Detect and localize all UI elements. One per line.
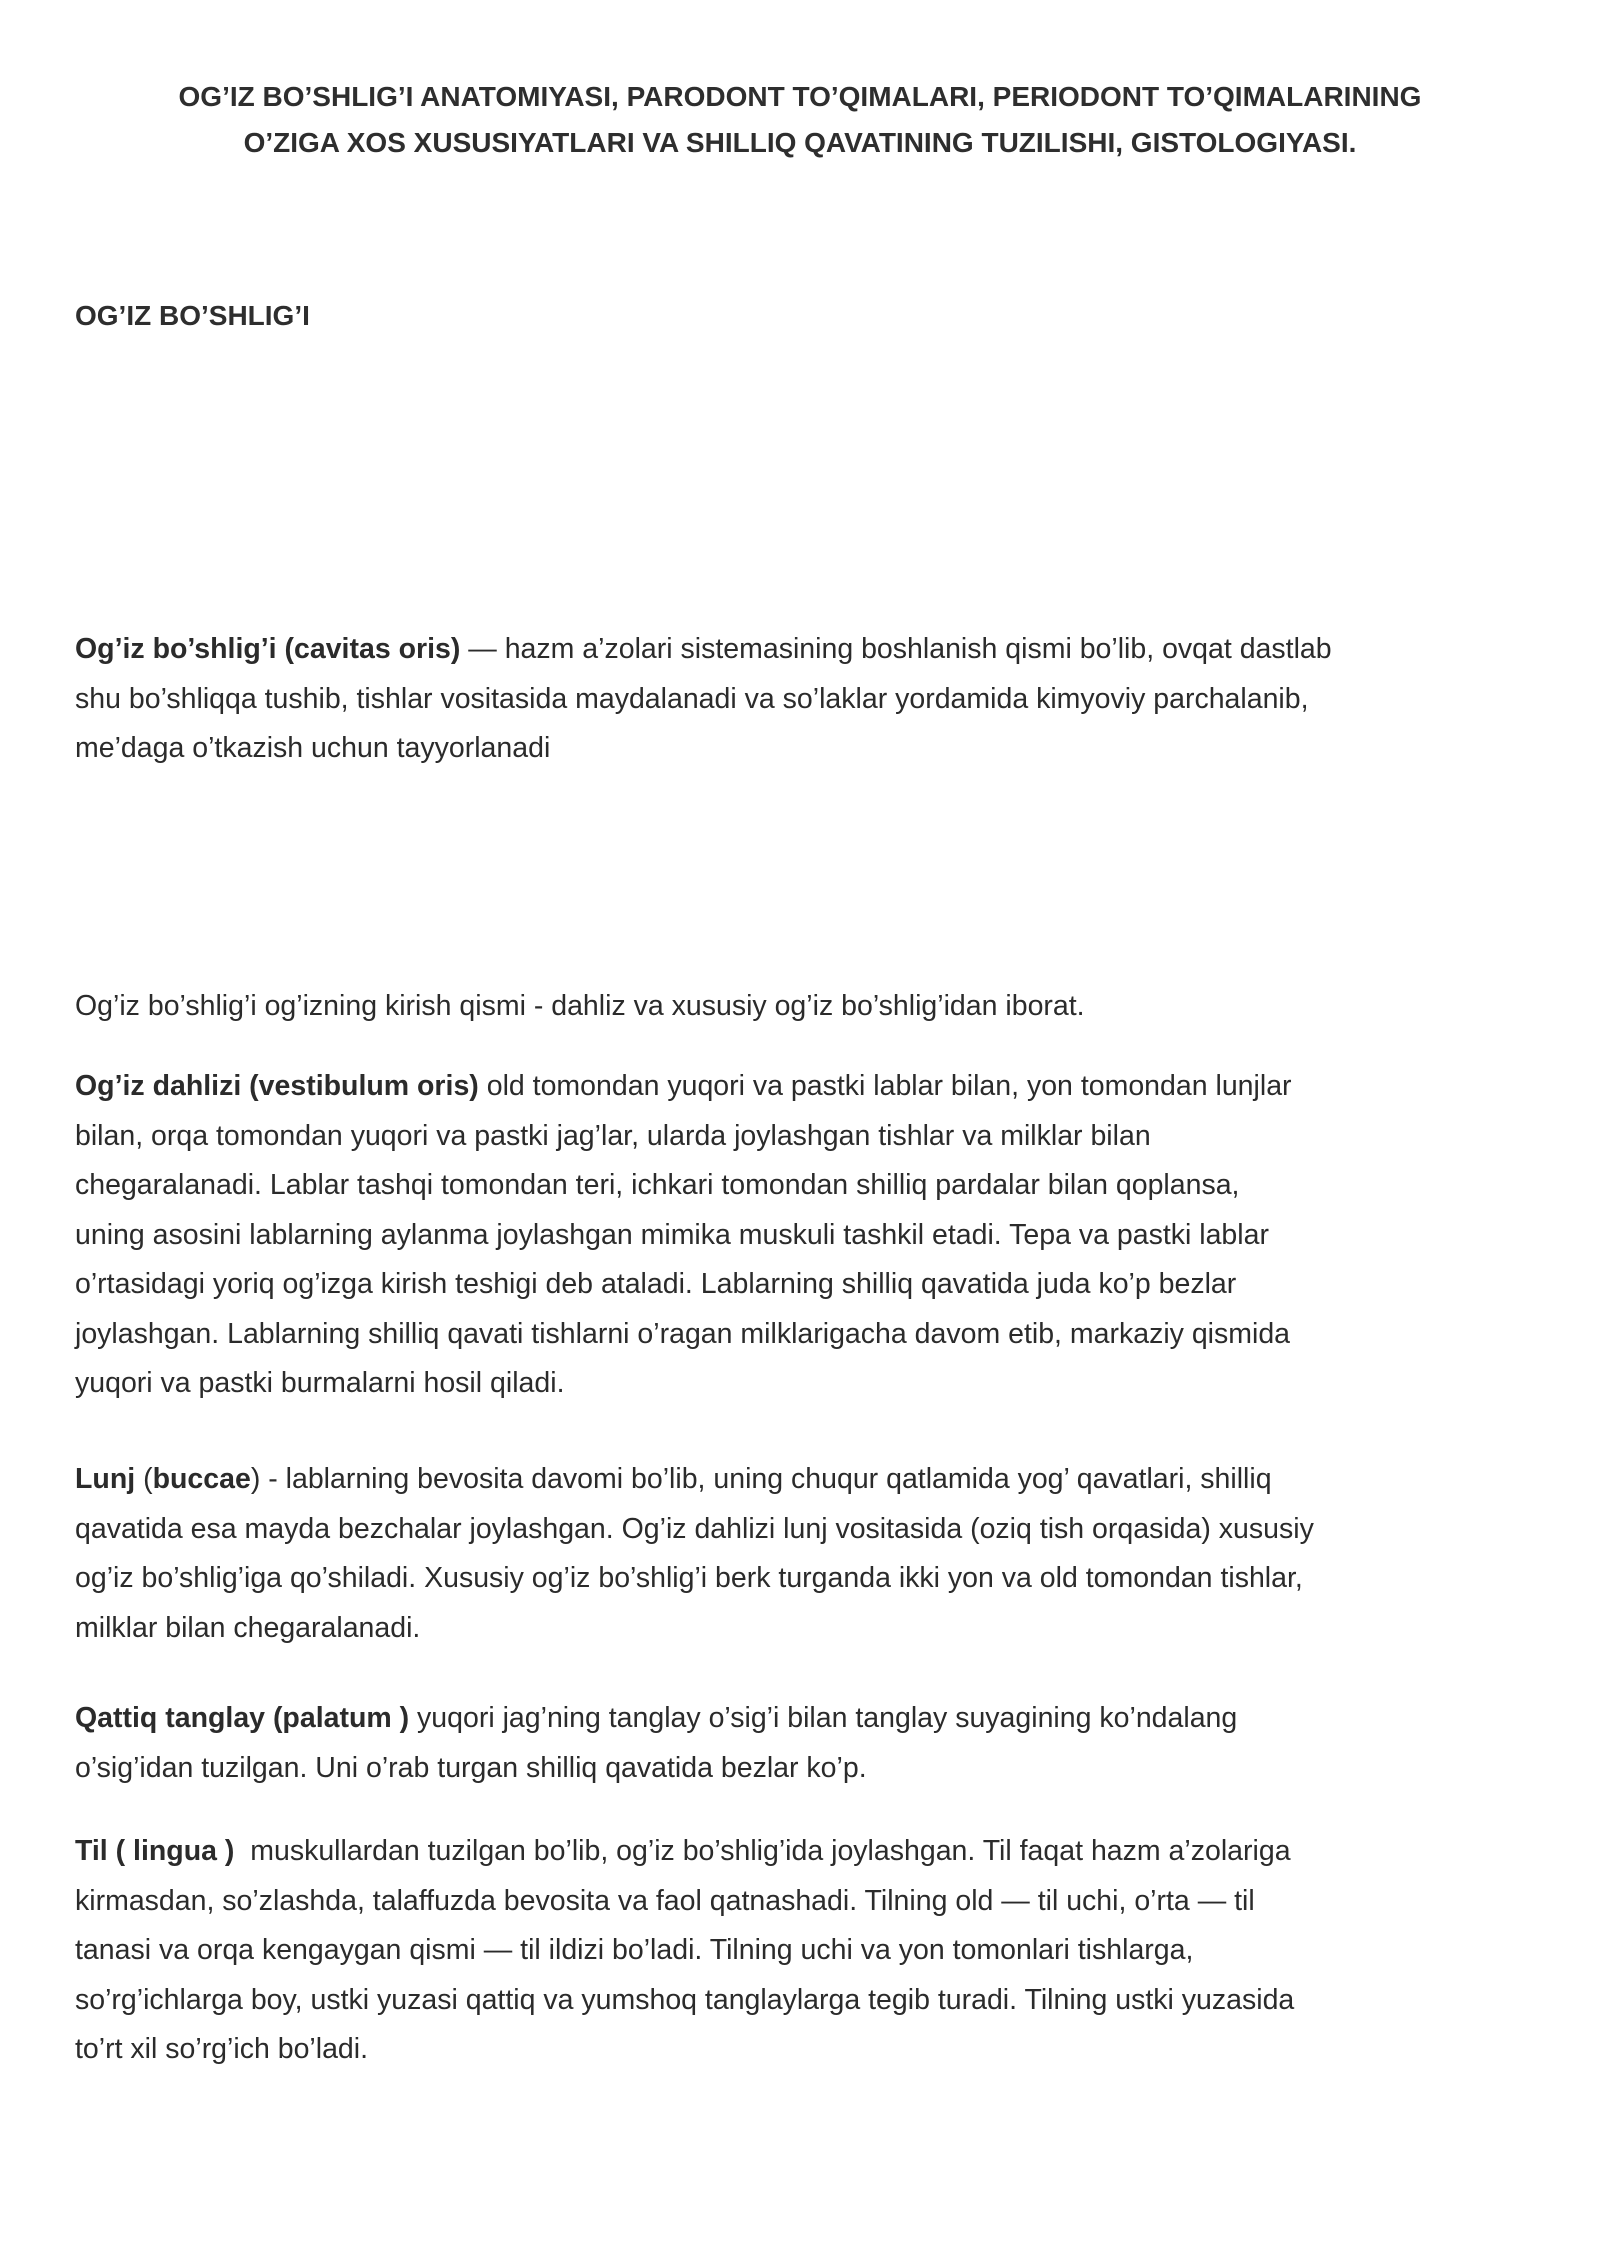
title-line-1: OG’IZ BO’SHLIG’I ANATOMIYASI, PARODONT TO’QIMALARI, PERIODONT TO’QIMALARINING <box>178 81 1422 112</box>
term-palatum: Qattiq tanglay (palatum ) <box>75 1702 410 1734</box>
term-lingua: Til ( lingua ) <box>75 1835 235 1867</box>
paragraph-line: to’rt xil so’rg’ich bo’ladi. <box>75 2033 369 2065</box>
paragraph-line: Og’iz bo’shlig’i og’izning kirish qismi - dahliz va xususiy og’iz bo’shlig’idan iborat. <box>75 990 1085 1022</box>
text-segment: ( <box>135 1463 153 1495</box>
paragraph-line: o’sig’idan tuzilgan. Uni o’rab turgan shilliq qavatida bezlar ko’p. <box>75 1751 867 1784</box>
text-segment: yuqori jag’ning tanglay o’sig’i bilan tanglay suyagining ko’ndalang <box>409 1702 1238 1734</box>
paragraph-vestibulum-oris <box>75 1062 1535 1409</box>
term-lunj: Lunj <box>75 1463 136 1495</box>
paragraph-line: kirmasdan, so’zlashda, talaffuzda bevosita va faol qatnashadi. Tilning old — til uchi, o’rta — til <box>75 1884 1255 1917</box>
paragraph-palatum <box>75 1694 1535 1793</box>
paragraph-line: og’iz bo’shlig’iga qo’shiladi. Xususiy og’iz bo’shlig’i berk turganda ikki yon va old tomondan tishlar, <box>75 1562 1303 1594</box>
paragraph-line: qavatida esa mayda bezchalar joylashgan. Og’iz dahlizi lunj vositasida (oziq tish orqasida) xususiy <box>75 1512 1314 1545</box>
term-vestibulum-oris: Og’iz dahlizi (vestibulum oris) <box>75 1070 479 1102</box>
paragraph-line: yuqori va pastki burmalarni hosil qiladi. <box>75 1367 565 1399</box>
text-segment: — hazm a’zolari sistemasining boshlanish qismi bo’lib, ovqat dastlab <box>460 633 1332 665</box>
paragraph-line <box>75 625 1535 675</box>
paragraph-line: chegaralanadi. Lablar tashqi tomondan teri, ichkari tomondan shilliq pardalar bilan qoplansa, <box>75 1169 1240 1201</box>
paragraph-line: me’daga o’tkazish uchun tayyorlanadi <box>75 732 551 764</box>
term-cavitas-oris: Og’iz bo’shlig’i (cavitas oris) <box>75 633 461 665</box>
text-segment: muskullardan tuzilgan bo’lib, og’iz bo’shlig’ida joylashgan. Til faqat hazm a’zolariga <box>234 1835 1291 1867</box>
term-buccae: buccae <box>152 1463 251 1495</box>
paragraph-line <box>75 1455 1535 1505</box>
paragraph-oral-parts <box>75 982 1535 1032</box>
paragraph-line: joylashgan. Lablarning shilliq qavati tishlarni o’ragan milklarigacha davom etib, markaziy qismida <box>75 1317 1291 1350</box>
title-line-2: O’ZIGA XOS XUSUSIYATLARI VA SHILLIQ QAVATINING TUZILISHI, GISTOLOGIYASI. <box>243 127 1357 158</box>
paragraph-line <box>75 1062 1535 1112</box>
document-title <box>90 74 1510 166</box>
paragraph-line: shu bo’shliqqa tushib, tishlar vositasida maydalanadi va so’laklar yordamida kimyoviy parchalanib, <box>75 682 1309 715</box>
paragraph-line <box>75 1694 1535 1744</box>
paragraph-line <box>75 1827 1535 1877</box>
paragraph-cavitas-oris <box>75 625 1535 774</box>
paragraph-line: uning asosini lablarning aylanma joylashgan mimika muskuli tashkil etadi. Tepa va pastki lablar <box>75 1218 1269 1251</box>
paragraph-line: milklar bilan chegaralanadi. <box>75 1611 421 1644</box>
text-segment: ) - lablarning bevosita davomi bo’lib, uning chuqur qatlamida yog’ qavatlari, shilliq <box>250 1463 1272 1495</box>
paragraph-line: bilan, orqa tomondan yuqori va pastki jag’lar, ularda joylashgan tishlar va milklar bilan <box>75 1119 1151 1152</box>
paragraph-line: tanasi va orqa kengaygan qismi — til ildizi bo’ladi. Tilning uchi va yon tomonlari tishlarga, <box>75 1934 1194 1966</box>
section-heading: OG’IZ BO’SHLIG’I <box>75 300 310 331</box>
paragraph-line: o’rtasidagi yoriq og’izga kirish teshigi deb ataladi. Lablarning shilliq qavatida juda ko’p bezlar <box>75 1268 1237 1300</box>
text-segment: old tomondan yuqori va pastki lablar bilan, yon tomondan lunjlar <box>478 1070 1292 1102</box>
paragraph-lingua <box>75 1827 1535 2075</box>
paragraph-line: so’rg’ichlarga boy, ustki yuzasi qattiq va yumshoq tanglaylarga tegib turadi. Tilning ustki yuzasida <box>75 1983 1295 2016</box>
paragraph-buccae <box>75 1455 1535 1653</box>
